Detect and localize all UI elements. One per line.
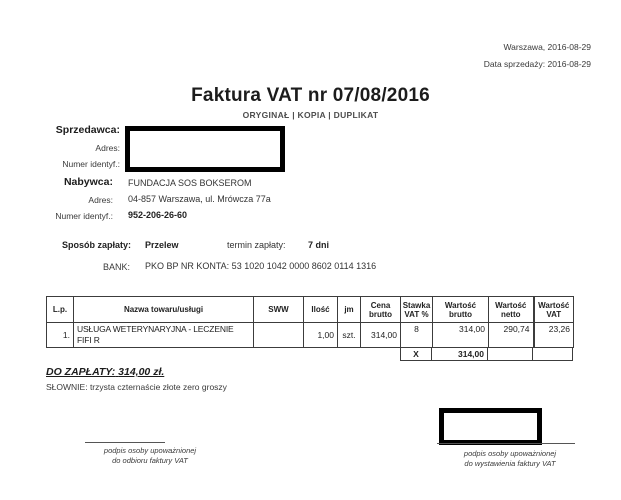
bank-label: BANK: xyxy=(102,262,130,272)
summary-vat-value xyxy=(533,347,573,361)
sale-date-label: Data sprzedaży: xyxy=(483,59,546,69)
header-name: Nazwa towaru/usługi xyxy=(74,297,254,323)
item-net-value: 290,74 xyxy=(489,323,534,348)
item-vat-value: 23,26 xyxy=(534,323,574,348)
date-block xyxy=(484,42,591,76)
item-gross-value: 314,00 xyxy=(433,323,489,348)
amount-in-words-label: SŁOWNIE: xyxy=(46,382,88,392)
summary-rate: X xyxy=(400,347,432,361)
header-sww: SWW xyxy=(254,297,304,323)
buyer-id-label: Numer identyf.: xyxy=(55,211,113,221)
city-and-issue-date: Warszawa, 2016-08-29 xyxy=(503,42,591,52)
signature-left-line1: podpis osoby upoważnionej xyxy=(103,446,197,455)
invoice-title: Faktura VAT nr 07/08/2016 xyxy=(191,85,430,106)
buyer-id: 952-206-26-60 xyxy=(128,210,188,220)
item-unit: szt. xyxy=(338,323,361,348)
signature-right-line1: podpis osoby upoważnionej xyxy=(463,449,557,458)
item-name: USŁUGA WETERYNARYJNA - LECZENIE FIFI R xyxy=(74,323,254,348)
buyer-label: Nabywca: xyxy=(63,176,113,188)
redaction-box-stamp xyxy=(439,408,542,445)
seller-label: Sprzedawca: xyxy=(55,124,120,136)
header-qty: Ilość xyxy=(304,297,338,323)
vat-summary-row xyxy=(400,347,573,361)
payment-method-label: Sposób zapłaty: xyxy=(61,240,131,250)
amount-in-words xyxy=(46,382,227,392)
amount-due xyxy=(46,366,164,378)
item-qty: 1,00 xyxy=(304,323,338,348)
buyer-address-label: Adres: xyxy=(88,195,113,205)
header-net-value: Wartość netto xyxy=(489,297,534,323)
item-sww xyxy=(254,323,304,348)
summary-gross-value: 314,00 xyxy=(432,347,488,361)
amount-due-label: DO ZAPŁATY: xyxy=(46,366,116,378)
amount-in-words-value: trzysta czternaście złote zero groszy xyxy=(89,382,227,392)
seller-address-label: Adres: xyxy=(95,143,120,153)
sale-date-row xyxy=(484,59,591,69)
header-gross-value: Wartość brutto xyxy=(433,297,489,323)
signature-left-line2: do odbioru faktury VAT xyxy=(112,455,188,465)
header-unit: jm xyxy=(338,297,361,323)
payment-term: 7 dni xyxy=(308,240,330,250)
signature-caption-left xyxy=(70,446,230,465)
header-vat-value: Wartość VAT xyxy=(534,297,574,323)
item-gross-price: 314,00 xyxy=(361,323,401,348)
item-vat-rate: 8 xyxy=(401,323,433,348)
amount-due-value: 314,00 zł. xyxy=(118,366,165,378)
items-table xyxy=(46,296,574,348)
table-header-row xyxy=(47,297,574,323)
header-gross-price: Cena brutto xyxy=(361,297,401,323)
bank-account: PKO BP NR KONTA: 53 1020 1042 0000 8602 0114 1316 xyxy=(145,261,377,271)
invoice-copy-type: ORYGINAŁ | KOPIA | DUPLIKAT xyxy=(242,110,379,120)
redaction-box-seller xyxy=(125,126,285,172)
header-vat-rate: Stawka VAT % xyxy=(401,297,433,323)
buyer-address: 04-857 Warszawa, ul. Mrówcza 77a xyxy=(128,194,271,204)
item-lp: 1. xyxy=(47,323,74,348)
signature-line-left xyxy=(85,442,165,443)
buyer-name: FUNDACJA SOS BOKSEROM xyxy=(128,178,252,188)
payment-term-label: termin zapłaty: xyxy=(227,240,286,250)
signature-caption-right xyxy=(430,449,590,468)
sale-date-value: 2016-08-29 xyxy=(547,59,591,69)
seller-id-label: Numer identyf.: xyxy=(62,159,120,169)
signature-line-right xyxy=(437,443,575,444)
header-lp: L.p. xyxy=(47,297,74,323)
payment-method: Przelew xyxy=(145,240,179,250)
signature-right-line2: do wystawienia faktury VAT xyxy=(464,458,556,468)
summary-net-value xyxy=(488,347,533,361)
table-row xyxy=(47,323,574,348)
